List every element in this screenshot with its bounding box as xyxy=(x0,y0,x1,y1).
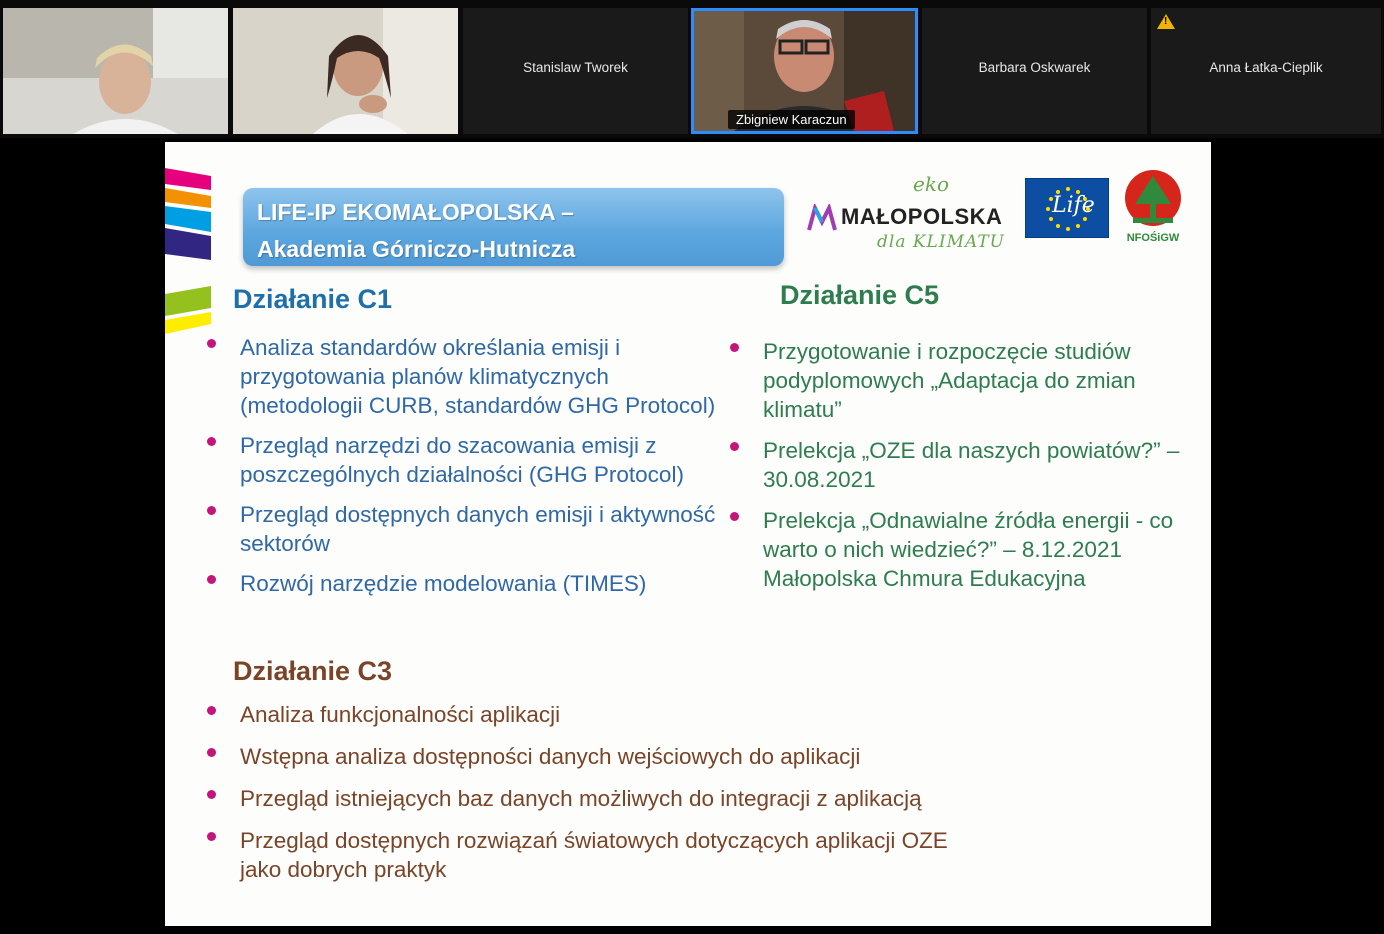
list-item xyxy=(240,333,720,420)
list-item-text: Przegląd dostępnych danych emisji i aktywność sektorów xyxy=(240,502,716,556)
section-heading-c1: Działanie C1 xyxy=(233,284,393,314)
participant-name: Anna Łatka-Cieplik xyxy=(1209,60,1323,75)
slide-title-line2: Akademia Górniczo-Hutnicza xyxy=(257,236,576,262)
logo-nfosigw-text: NFOŚiGW xyxy=(1126,232,1180,244)
bullet-icon xyxy=(207,706,216,715)
decorative-stripes xyxy=(165,168,213,338)
list-item-text: Analiza funkcjonalności aplikacji xyxy=(240,702,561,727)
list-item-text: Rozwój narzędzie modelowania (TIMES) xyxy=(240,571,647,596)
participant-strip xyxy=(0,0,1384,138)
nfosigw-tree-icon xyxy=(1123,168,1183,232)
list-item-text: Przegląd istniejących baz danych możliwych do integracji z aplikacją xyxy=(240,786,922,811)
participant-tile[interactable] xyxy=(922,8,1147,134)
bullet-icon xyxy=(207,832,216,841)
section-heading-c3: Działanie C3 xyxy=(233,656,393,686)
bullet-icon xyxy=(207,506,216,515)
list-item xyxy=(240,784,1140,813)
nfosigw-logo xyxy=(1123,168,1183,248)
list-item xyxy=(240,826,980,884)
bullet-icon xyxy=(730,442,739,451)
bullet-icon xyxy=(207,437,216,446)
malopolska-m-icon xyxy=(807,204,837,232)
list-item-text: Przegląd narzędzi do szacowania emisji z poszczególnych działalności (GHG Protocol) xyxy=(240,433,684,487)
list-c3 xyxy=(240,700,1140,897)
participant-tile[interactable] xyxy=(1151,8,1381,134)
list-item xyxy=(763,436,1203,494)
active-speaker-tile[interactable] xyxy=(691,8,918,134)
malopolska-logo xyxy=(805,172,1015,256)
list-item-text: Prelekcja „OZE dla naszych powiatów?” – 30.08.2021 xyxy=(763,438,1180,492)
bullet-icon xyxy=(730,343,739,352)
list-item xyxy=(240,500,720,558)
participant-video-thumbnail xyxy=(233,8,458,134)
list-item xyxy=(763,506,1203,593)
list-c1 xyxy=(240,333,720,609)
list-item-text: Przygotowanie i rozpoczęcie studiów podyplomowych „Adaptacja do zmian klimatu” xyxy=(763,339,1136,422)
list-item-text: Przegląd dostępnych rozwiązań światowych dotyczących aplikacji OZE jako dobrych praktyk xyxy=(240,828,948,882)
bullet-icon xyxy=(207,575,216,584)
list-item xyxy=(240,700,1140,729)
sponsor-logos xyxy=(805,164,1205,254)
participant-tile[interactable] xyxy=(463,8,688,134)
list-item xyxy=(240,569,720,598)
participant-video-tile[interactable] xyxy=(233,8,458,134)
slide-title-line1: LIFE-IP EKOMAŁOPOLSKA – xyxy=(257,199,574,225)
logo-eko-text: eko xyxy=(913,172,949,196)
list-item xyxy=(763,337,1203,424)
list-item-text: Wstępna analiza dostępności danych wejściowych do aplikacji xyxy=(240,744,861,769)
bullet-icon xyxy=(730,512,739,521)
list-item-text: Prelekcja „Odnawialne źródła energii - co warto o nich wiedzieć?” – 8.12.2021 Małopolska Chmura Edukacyjna xyxy=(763,508,1174,591)
participant-video-tile[interactable] xyxy=(3,8,228,134)
slide-title-box xyxy=(243,188,784,266)
logo-tagline-text: dla KLIMATU xyxy=(877,232,1005,252)
eu-life-logo xyxy=(1025,178,1109,238)
participant-name: Stanislaw Tworek xyxy=(523,60,628,75)
list-item xyxy=(240,431,720,489)
participant-video-thumbnail xyxy=(3,8,228,134)
logo-malopolska-text: MAŁOPOLSKA xyxy=(841,204,1003,229)
list-item-text: Analiza standardów określania emisji i przygotowania planów klimatycznych (metodologii CURB, standardów GHG Protocol) xyxy=(240,335,716,418)
bullet-icon xyxy=(207,790,216,799)
list-c5 xyxy=(763,337,1203,605)
warning-icon xyxy=(1157,14,1175,29)
participant-name: Barbara Oskwarek xyxy=(978,60,1091,75)
logo-life-text: Life xyxy=(1052,193,1095,218)
shared-slide xyxy=(165,142,1211,926)
list-item xyxy=(240,742,1140,771)
bullet-icon xyxy=(207,339,216,348)
bullet-icon xyxy=(207,748,216,757)
section-heading-c5: Działanie C5 xyxy=(780,280,940,310)
participant-name-tag: Zbigniew Karaczun xyxy=(728,110,855,129)
